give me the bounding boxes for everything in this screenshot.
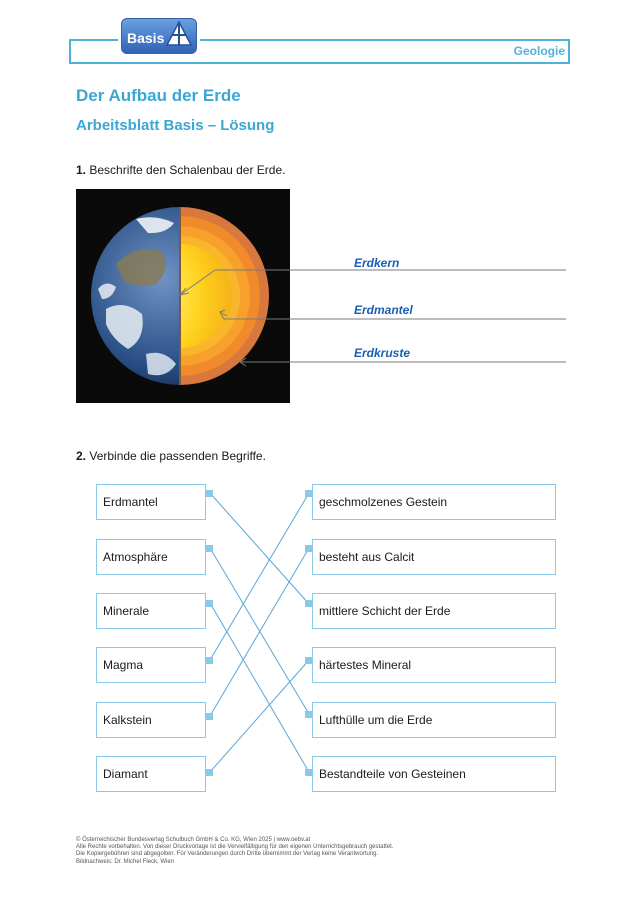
right-connector-dot[interactable] (305, 769, 312, 776)
task-2-number: 2. (76, 449, 87, 463)
footer-line: Die Kopiergebühren sind abgegolten. Für Veränderungen durch Dritte übernimmt der Verlag keine Verantwortung. (76, 851, 379, 858)
right-connector-dot[interactable] (305, 657, 312, 664)
right-connector-dot[interactable] (305, 545, 312, 552)
right-connector-dot[interactable] (305, 600, 312, 607)
label-erdkern: Erdkern (354, 256, 400, 270)
left-connector-dot[interactable] (206, 713, 213, 720)
left-term-label: Diamant (103, 767, 148, 781)
label-erdmantel: Erdmantel (354, 303, 413, 317)
left-connector-dot[interactable] (206, 657, 213, 664)
right-connector-dot[interactable] (305, 711, 312, 718)
left-term-label: Magma (103, 658, 144, 672)
right-term-mittlere-schicht[interactable] (312, 593, 556, 629)
right-connector-dot[interactable] (305, 490, 312, 497)
right-term-label: geschmolzenes Gestein (319, 495, 448, 509)
right-term-label: mittlere Schicht der Erde (319, 604, 451, 618)
right-term-label: härtestes Mineral (319, 658, 412, 672)
left-term-erdmantel[interactable] (96, 484, 206, 520)
right-term-calcit[interactable] (312, 539, 556, 575)
left-term-minerale[interactable] (96, 593, 206, 629)
left-connector-dot[interactable] (206, 769, 213, 776)
left-connector-dot[interactable] (206, 490, 213, 497)
left-term-label: Minerale (103, 604, 150, 618)
logo-text: Basis (127, 30, 165, 46)
page-subtitle: Arbeitsblatt Basis – Lösung (76, 117, 275, 134)
right-term-haertestes-mineral[interactable] (312, 647, 556, 683)
label-erdkruste: Erdkruste (354, 346, 411, 360)
footer-line: Bildnachweis: Dr. Michel Fleck, Wien (76, 858, 175, 865)
task-2-text: Verbinde die passenden Begriffe. (89, 449, 266, 463)
footer-line: © Österreichischer Bundesverlag Schulbuch GmbH & Co. KG, Wien 2025 | www.oebv.at (76, 837, 311, 843)
left-term-atmosphaere[interactable] (96, 539, 206, 575)
footer-line: Alle Rechte vorbehalten. Von dieser Druckvorlage ist die Vervielfältigung für den eigenen Unterrichtsgebrauch gestattet. (76, 844, 394, 851)
subject-label: Geologie (513, 44, 565, 58)
left-term-label: Atmosphäre (103, 550, 168, 564)
right-term-bestandteile[interactable] (312, 756, 556, 792)
left-term-label: Erdmantel (103, 495, 158, 509)
task-1-number: 1. (76, 163, 87, 177)
right-term-label: Bestandteile von Gesteinen (319, 767, 466, 781)
right-term-label: Lufthülle um die Erde (319, 713, 433, 727)
right-term-lufthuelle[interactable] (312, 702, 556, 738)
left-term-label: Kalkstein (103, 713, 152, 727)
left-connector-dot[interactable] (206, 545, 213, 552)
left-term-diamant[interactable] (96, 756, 206, 792)
right-term-geschmolzenes-gestein[interactable] (312, 484, 556, 520)
right-term-label: besteht aus Calcit (319, 550, 415, 564)
copyright-footer (76, 837, 394, 866)
task-1-text: Beschrifte den Schalenbau der Erde. (89, 163, 286, 177)
left-term-magma[interactable] (96, 647, 206, 683)
page-title: Der Aufbau der Erde (76, 86, 241, 105)
left-connector-dot[interactable] (206, 600, 213, 607)
left-term-kalkstein[interactable] (96, 702, 206, 738)
